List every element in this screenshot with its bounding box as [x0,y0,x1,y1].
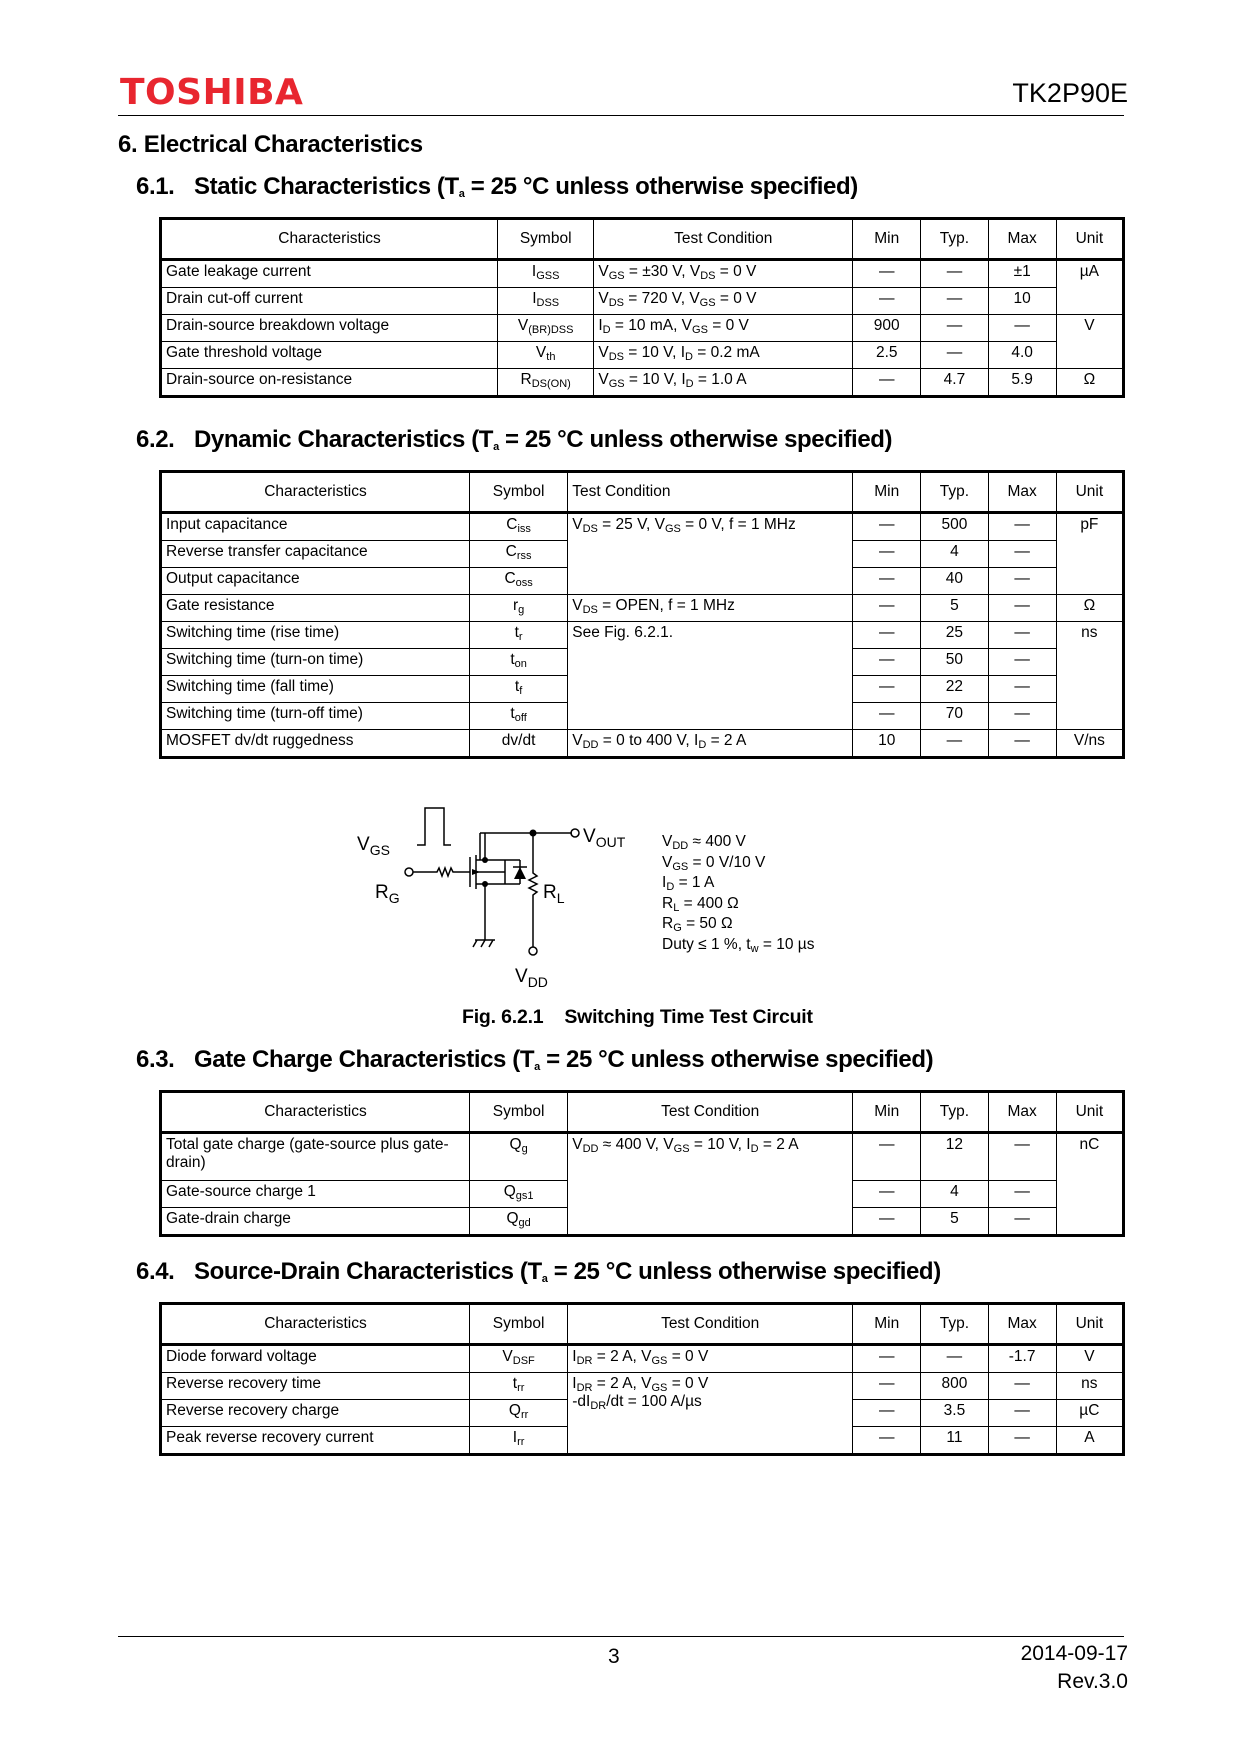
cell-symbol: $R_{DS(ON)}$ [498,369,594,397]
cell-typ: — [921,1345,988,1373]
cell-typ: — [921,260,988,288]
cell-condition: $I_{DR} = 2$ A, $V_{GS} = 0$ V $-dI_{DR}/dt = 100$ A/µs [568,1373,853,1455]
cell-condition: See Fig. 6.2.1. [568,622,853,730]
cell-condition: $V_{DS}$ = OPEN, f = 1 MHz [568,595,853,622]
revision-number: Rev.3.0 [1057,1670,1128,1693]
cell-min: — [853,568,921,595]
cell-name: Switching time (rise time) [161,622,470,649]
cell-symbol: $C_{rss}$ [469,541,567,568]
cell-typ: 50 [921,649,988,676]
condition-line: $R_L = 400$ Ω [662,894,739,914]
table-row [161,513,1124,541]
cell-name: Input capacitance [161,513,470,541]
cell-max: — [988,541,1056,568]
gate-charge-heading: 6.3. Gate Charge Characteristics ($T_a = 25$ °C unless otherwise specified) [136,1046,934,1073]
cell-symbol: $I_{rr}$ [469,1427,567,1455]
cell-unit: ns [1056,622,1123,730]
cell-condition: $V_{DS} = 720$ V, $V_{GS} = 0$ V [594,288,853,315]
header-rule [118,115,1124,116]
cell-name: Peak reverse recovery current [161,1427,470,1455]
cell-name: Switching time (fall time) [161,676,470,703]
table-row [161,1345,1124,1373]
cell-symbol: $t_{off}$ [469,703,567,730]
cell-name: Switching time (turn-on time) [161,649,470,676]
cell-name: Reverse recovery time [161,1373,470,1400]
gate-charge-heading-number: 6.3. [136,1046,175,1073]
col-min: Min [853,1304,921,1345]
cell-typ: 4 [921,1181,988,1208]
table-row [161,288,1124,315]
col-symbol: Symbol [469,1092,567,1133]
col-unit: Unit [1056,1304,1123,1345]
col-test-condition: Test Condition [594,219,853,260]
cell-symbol: $I_{GSS}$ [498,260,594,288]
cell-min: — [853,1400,921,1427]
table-row [161,730,1124,758]
cell-symbol: $I_{DSS}$ [498,288,594,315]
cell-min: 900 [853,315,921,342]
col-typ: Typ. [921,472,988,513]
label-rl: $R_L$ [543,882,565,906]
cell-max: — [988,676,1056,703]
dynamic-table [159,470,1125,759]
cell-name: Output capacitance [161,568,470,595]
cell-condition: $V_{GS} = \pm 30$ V, $V_{DS} = 0$ V [594,260,853,288]
cell-min: — [853,1373,921,1400]
condition-line: $V_{DD} \approx 400$ V [662,833,746,852]
cell-max: — [988,703,1056,730]
gate-input-terminal [405,868,413,876]
cell-max: — [988,622,1056,649]
table-row [161,595,1124,622]
cell-condition: $V_{DS} = 10$ V, $I_D = 0.2$ mA [594,342,853,369]
source-drain-heading: 6.4. Source-Drain Characteristics ($T_a = 25$ °C unless otherwise specified) [136,1258,941,1285]
condition-line: $R_G = 50$ Ω [662,915,733,934]
cell-name: Reverse recovery charge [161,1400,470,1427]
condition-line: Duty ≤ 1 %, $t_w = 10$ µs [662,935,815,955]
cell-max: — [988,1208,1056,1236]
table-header-row [161,1304,1124,1345]
col-unit: Unit [1056,219,1123,260]
cell-name: MOSFET dv/dt ruggedness [161,730,470,758]
label-vdd: $V_{DD}$ [515,966,548,990]
cell-name: Gate-source charge 1 [161,1181,470,1208]
table-header-row [161,1092,1124,1133]
cell-unit: µC [1056,1400,1123,1427]
cell-typ: 800 [921,1373,988,1400]
cell-max: — [988,1400,1056,1427]
col-characteristics: Characteristics [161,219,498,260]
cell-min: — [853,649,921,676]
cell-symbol: $V_{(BR)DSS}$ [498,315,594,342]
col-max: Max [988,1092,1056,1133]
table-header-row [161,472,1124,513]
dynamic-heading: 6.2. Dynamic Characteristics ($T_a = 25$ °C unless otherwise specified) [136,426,893,453]
cell-unit: V [1056,1345,1123,1373]
source-drain-table [159,1302,1125,1456]
cell-max: -1.7 [988,1345,1056,1373]
cell-typ: 22 [921,676,988,703]
cell-name: Drain cut-off current [161,288,498,315]
cell-name: Reverse transfer capacitance [161,541,470,568]
cell-max: — [988,513,1056,541]
col-symbol: Symbol [498,219,594,260]
col-max: Max [988,472,1056,513]
col-characteristics: Characteristics [161,472,470,513]
cell-symbol: $C_{oss}$ [469,568,567,595]
cell-min: 2.5 [853,342,921,369]
cell-symbol: $t_{rr}$ [469,1373,567,1400]
table-row [161,260,1124,288]
cell-symbol: $t_{on}$ [469,649,567,676]
cell-min: — [853,676,921,703]
gate-resistor-icon [433,868,457,876]
col-symbol: Symbol [469,1304,567,1345]
cell-max: 4.0 [988,342,1056,369]
cell-unit: µA [1056,260,1123,315]
cell-min: — [853,595,921,622]
vout-terminal [571,829,579,837]
section-title: 6. Electrical Characteristics [118,131,423,158]
cell-max: — [988,649,1056,676]
revision-date: 2014-09-17 [1020,1642,1128,1665]
cell-condition: $V_{DD} \approx 400$ V, $V_{GS} = 10$ V, $I_D = 2$ A [568,1133,853,1236]
static-heading-number: 6.1. [136,173,175,200]
condition-line: $I_D = 1$ A [662,874,715,893]
cell-typ: 4.7 [921,369,988,397]
part-number: TK2P90E [1012,78,1128,108]
cell-unit: Ω [1056,595,1123,622]
cell-max: — [988,1427,1056,1455]
cell-name: Drain-source breakdown voltage [161,315,498,342]
cell-typ: — [921,730,988,758]
col-max: Max [988,1304,1056,1345]
cell-min: — [853,260,921,288]
cell-typ: 5 [921,595,988,622]
cell-min: 10 [853,730,921,758]
col-test-condition: Test Condition [568,1304,853,1345]
cell-max: — [988,315,1056,342]
table-header-row [161,219,1124,260]
cell-name: Total gate charge (gate-source plus gate-drain) [161,1133,470,1181]
cell-unit: Ω [1056,369,1123,397]
cell-typ: — [921,315,988,342]
cell-max: — [988,1133,1056,1181]
cell-min: — [853,369,921,397]
cell-typ: 12 [921,1133,988,1181]
vdd-terminal [529,947,537,955]
cell-condition: $V_{GS} = 10$ V, $I_D = 1.0$ A [594,369,853,397]
cell-unit: A [1056,1427,1123,1455]
cell-unit: ns [1056,1373,1123,1400]
source-drain-heading-number: 6.4. [136,1258,175,1285]
cell-name: Switching time (turn-off time) [161,703,470,730]
cell-max: — [988,730,1056,758]
label-vout: $V_{OUT}$ [583,826,626,850]
table-row [161,622,1124,649]
cell-max: — [988,1373,1056,1400]
static-heading: 6.1. Static Characteristics ($T_a = 25$ °C unless otherwise specified) [136,173,858,200]
cell-condition: $V_{DS} = 25$ V, $V_{GS} = 0$ V, f = 1 MHz [568,513,853,595]
cell-unit: V [1056,315,1123,369]
cell-symbol: $Q_{rr}$ [469,1400,567,1427]
col-unit: Unit [1056,472,1123,513]
cell-condition: $I_D = 10$ mA, $V_{GS} = 0$ V [594,315,853,342]
cell-name: Gate-drain charge [161,1208,470,1236]
table-row [161,369,1124,397]
cell-name: Drain-source on-resistance [161,369,498,397]
cell-min: — [853,1208,921,1236]
cell-typ: 4 [921,541,988,568]
label-rg: $R_G$ [375,882,400,906]
cell-max: — [988,595,1056,622]
gate-charge-table [159,1090,1125,1237]
col-test-condition: Test Condition [568,1092,853,1133]
cell-name: Gate resistance [161,595,470,622]
revision-info [1021,1640,1128,1696]
table-row [161,315,1124,342]
cell-typ: 40 [921,568,988,595]
test-conditions [662,832,814,955]
col-typ: Typ. [921,219,988,260]
col-min: Min [853,472,921,513]
cell-min: — [853,1345,921,1373]
cell-name: Diode forward voltage [161,1345,470,1373]
table-row [161,1373,1124,1400]
cell-symbol: $Q_{gd}$ [469,1208,567,1236]
cell-symbol: $V_{th}$ [498,342,594,369]
footer-rule [118,1636,1124,1637]
cell-min: — [853,513,921,541]
body-diode-icon [514,867,526,879]
col-typ: Typ. [921,1092,988,1133]
load-resistor-icon [529,870,537,898]
table-row [161,342,1124,369]
cell-condition: $V_{DD} = 0$ to 400 V, $I_D = 2$ A [568,730,853,758]
cell-unit: V/ns [1056,730,1123,758]
cell-min: — [853,288,921,315]
table-row [161,1133,1124,1181]
cell-typ: 500 [921,513,988,541]
cell-symbol: $t_f$ [469,676,567,703]
col-characteristics: Characteristics [161,1304,470,1345]
col-min: Min [853,1092,921,1133]
cell-max: ±1 [988,260,1056,288]
col-characteristics: Characteristics [161,1092,470,1133]
cell-max: 10 [988,288,1056,315]
cell-condition: $I_{DR} = 2$ A, $V_{GS} = 0$ V [568,1345,853,1373]
col-unit: Unit [1056,1092,1123,1133]
toshiba-logo: TOSHIBA [120,72,304,113]
col-test-condition: Test Condition [568,472,853,513]
cell-typ: 70 [921,703,988,730]
cell-typ: 25 [921,622,988,649]
gate-pulse-icon [417,808,451,845]
cell-symbol: $r_g$ [469,595,567,622]
cell-symbol: $t_r$ [469,622,567,649]
condition-line: $V_{GS} = 0$ V/10 V [662,853,766,873]
cell-min: — [853,1133,921,1181]
col-min: Min [853,219,921,260]
cell-typ: — [921,342,988,369]
cell-name: Gate threshold voltage [161,342,498,369]
cell-name: Gate leakage current [161,260,498,288]
cell-typ: 5 [921,1208,988,1236]
cell-min: — [853,1427,921,1455]
col-symbol: Symbol [469,472,567,513]
cell-symbol: $Q_{gs1}$ [469,1181,567,1208]
page-number: 3 [608,1645,620,1668]
figure-caption: Fig. 6.2.1 Switching Time Test Circuit [462,1006,813,1028]
cell-typ: 11 [921,1427,988,1455]
cell-min: — [853,1181,921,1208]
static-table [159,217,1125,398]
cell-min: — [853,622,921,649]
cell-symbol: dv/dt [469,730,567,758]
cell-unit: nC [1056,1133,1123,1236]
cell-max: 5.9 [988,369,1056,397]
cell-symbol: $V_{DSF}$ [469,1345,567,1373]
label-vgs: $V_{GS}$ [357,834,390,858]
cell-max: — [988,568,1056,595]
col-max: Max [988,219,1056,260]
cell-max: — [988,1181,1056,1208]
dynamic-heading-number: 6.2. [136,426,175,453]
cell-min: — [853,541,921,568]
cell-min: — [853,703,921,730]
cell-typ: 3.5 [921,1400,988,1427]
col-typ: Typ. [921,1304,988,1345]
cell-symbol: $C_{iss}$ [469,513,567,541]
cell-typ: — [921,288,988,315]
cell-unit: pF [1056,513,1123,595]
cell-symbol: $Q_g$ [469,1133,567,1181]
